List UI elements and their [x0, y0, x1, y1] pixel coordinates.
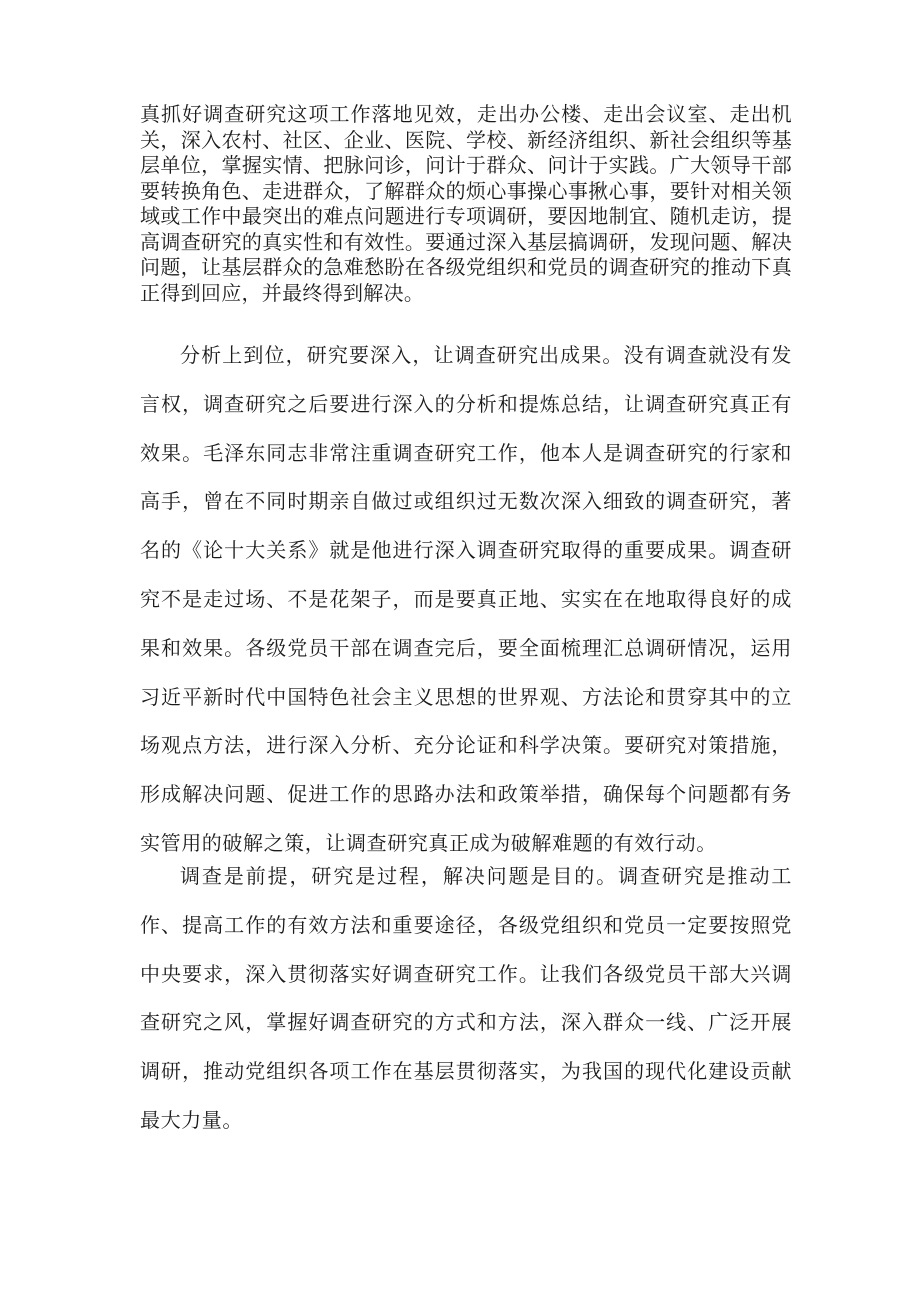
- paragraph-1: 真抓好调查研究这项工作落地见效，走出办公楼、走出会议室、走出机关，深入农村、社区、企业、医院、学校、新经济组织、新社会组织等基层单位，掌握实情、把脉问诊，问计于群众、问计于实践。广大领导干部要转换角色、走进群众，了解群众的烦心事操心事揪心事，要针对相关领域或工作中最突出的难点问题进行专项调研，要因地制宜、随机走访，提高调查研究的真实性和有效性。要通过深入基层搞调研，发现问题、解决问题，让基层群众的急难愁盼在各级党组织和党员的调查研究的推动下真正得到回应，并最终得到解决。: [140, 102, 792, 305]
- paragraph-3: 调查是前提，研究是过程，解决问题是目的。调查研究是推动工作、提高工作的有效方法和重要途径，各级党组织和党员一定要按照党中央要求，深入贯彻落实好调查研究工作。让我们各级党员干部大兴调查研究之风，掌握好调查研究的方式和方法，深入群众一线、广泛开展调研，推动党组织各项工作在基层贯彻落实，为我国的现代化建设贡献最大力量。: [140, 864, 792, 1132]
- paragraph-2: 分析上到位，研究要深入，让调查研究出成果。没有调查就没有发言权，调查研究之后要进行深入的分析和提炼总结，让调查研究真正有效果。毛泽东同志非常注重调查研究工作，他本人是调查研究的行家和高手，曾在不同时期亲自做过或组织过无数次深入细致的调查研究，著名的《论十大关系》就是他进行深入调查研究取得的重要成果。调查研究不是走过场、不是花架子，而是要真正地、实实在在地取得良好的成果和效果。各级党员干部在调查完后，要全面梳理汇总调研情况，运用习近平新时代中国特色社会主义思想的世界观、方法论和贯穿其中的立场观点方法，进行深入分析、充分论证和科学决策。要研究对策措施，形成解决问题、促进工作的思路办法和政策举措，确保每个问题都有务实管用的破解之策，让调查研究真正成为破解难题的有效行动。: [140, 343, 792, 855]
